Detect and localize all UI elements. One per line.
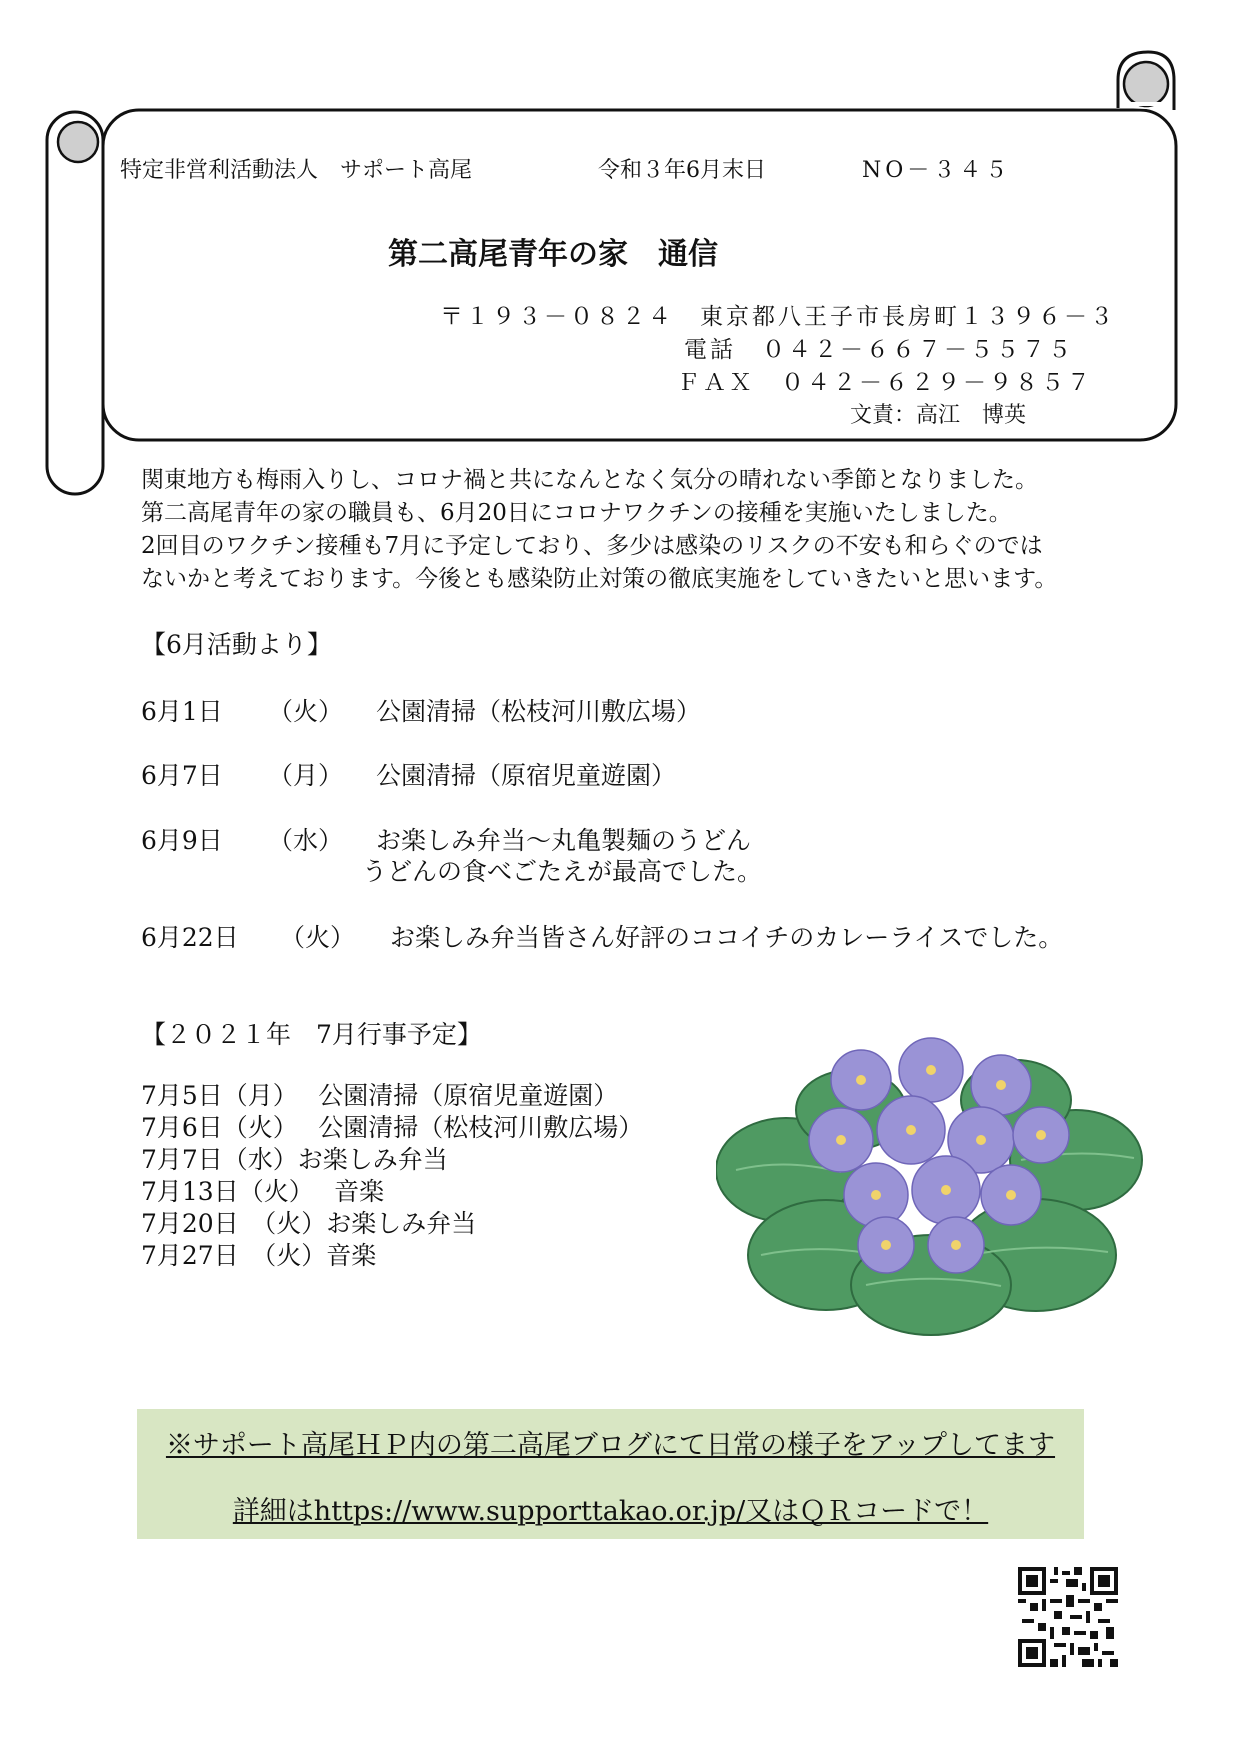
schedule-item: 7月6日（火） 公園清掃（松枝河川敷広場） <box>141 1113 644 1142</box>
june-item-date: 6月9日 <box>141 826 223 855</box>
intro-paragraph <box>141 464 1057 596</box>
schedule-item: 7月20日 （火）お楽しみ弁当 <box>141 1209 477 1238</box>
issue-number: NO－３４５ <box>862 158 1012 183</box>
editor-credit: 文責：高江 博英 <box>850 403 1027 428</box>
issue-date: 令和３年6月末日 <box>598 158 766 183</box>
qr-code[interactable] <box>1018 1567 1118 1667</box>
intro-line: 関東地方も梅雨入りし、コロナ禍と共になんとなく気分の晴れない季節となりました。 <box>141 467 1038 493</box>
blog-link-text[interactable]: 詳細はhttps://www.supporttakao.or.jp/又はＱＲコードで！ <box>232 1496 989 1527</box>
june-heading: 【6月活動より】 <box>141 630 332 659</box>
intro-line: ないかと考えております。今後とも感染防止対策の徹底実施をしていきたいと思います。 <box>141 566 1058 592</box>
june-item-day: （火） <box>280 923 356 952</box>
violet-illustration <box>716 1030 1146 1340</box>
postal-address: 〒１９３－０８２４ 東京都八王子市長房町１３９６－３ <box>440 304 1116 330</box>
fax-number: ＦＡＸ ０４２－６２９－９８５７ <box>677 370 1093 396</box>
blog-notice: ※サポート高尾ＨＰ内の第二高尾ブログにて日常の様子をアップしてます <box>165 1430 1056 1461</box>
july-heading: 【２０２１年 7月行事予定】 <box>141 1020 482 1049</box>
june-item-day: （水） <box>268 826 344 855</box>
schedule-item: 7月5日（月） 公園清掃（原宿児童遊園） <box>141 1081 619 1110</box>
intro-line: 2回目のワクチン接種も7月に予定しており、多少は感染のリスクの不安も和らぐのでは <box>141 533 1043 559</box>
schedule-item: 7月13日（火） 音楽 <box>141 1177 385 1206</box>
page-title: 第二高尾青年の家 通信 <box>388 237 718 272</box>
june-item-date: 6月1日 <box>141 697 223 726</box>
june-item-text: 公園清掃（松枝河川敷広場） <box>376 697 702 726</box>
june-item-day: （火） <box>268 697 344 726</box>
july-schedule <box>141 1080 643 1272</box>
schedule-item: 7月7日（水）お楽しみ弁当 <box>141 1145 448 1174</box>
june-item-day: （月） <box>268 761 344 790</box>
phone-number: 電話 ０４２－６６７－５５７５ <box>684 337 1074 363</box>
schedule-item: 7月27日 （火）音楽 <box>141 1241 377 1270</box>
june-item-note: うどんの食べごたえが最高でした。 <box>362 857 763 886</box>
organization-name: 特定非営利活動法人 サポート高尾 <box>120 158 473 183</box>
june-item-date: 6月7日 <box>141 761 223 790</box>
june-item-text: 公園清掃（原宿児童遊園） <box>376 761 677 790</box>
blog-banner <box>137 1409 1084 1539</box>
intro-line: 第二高尾青年の家の職員も、6月20日にコロナワクチンの接種を実施いたしました。 <box>141 500 1012 526</box>
june-item-text: お楽しみ弁当皆さん好評のココイチのカレーライスでした。 <box>390 923 1064 952</box>
june-item-date: 6月22日 <box>141 923 239 952</box>
june-item-text: お楽しみ弁当～丸亀製麺のうどん <box>376 826 752 855</box>
